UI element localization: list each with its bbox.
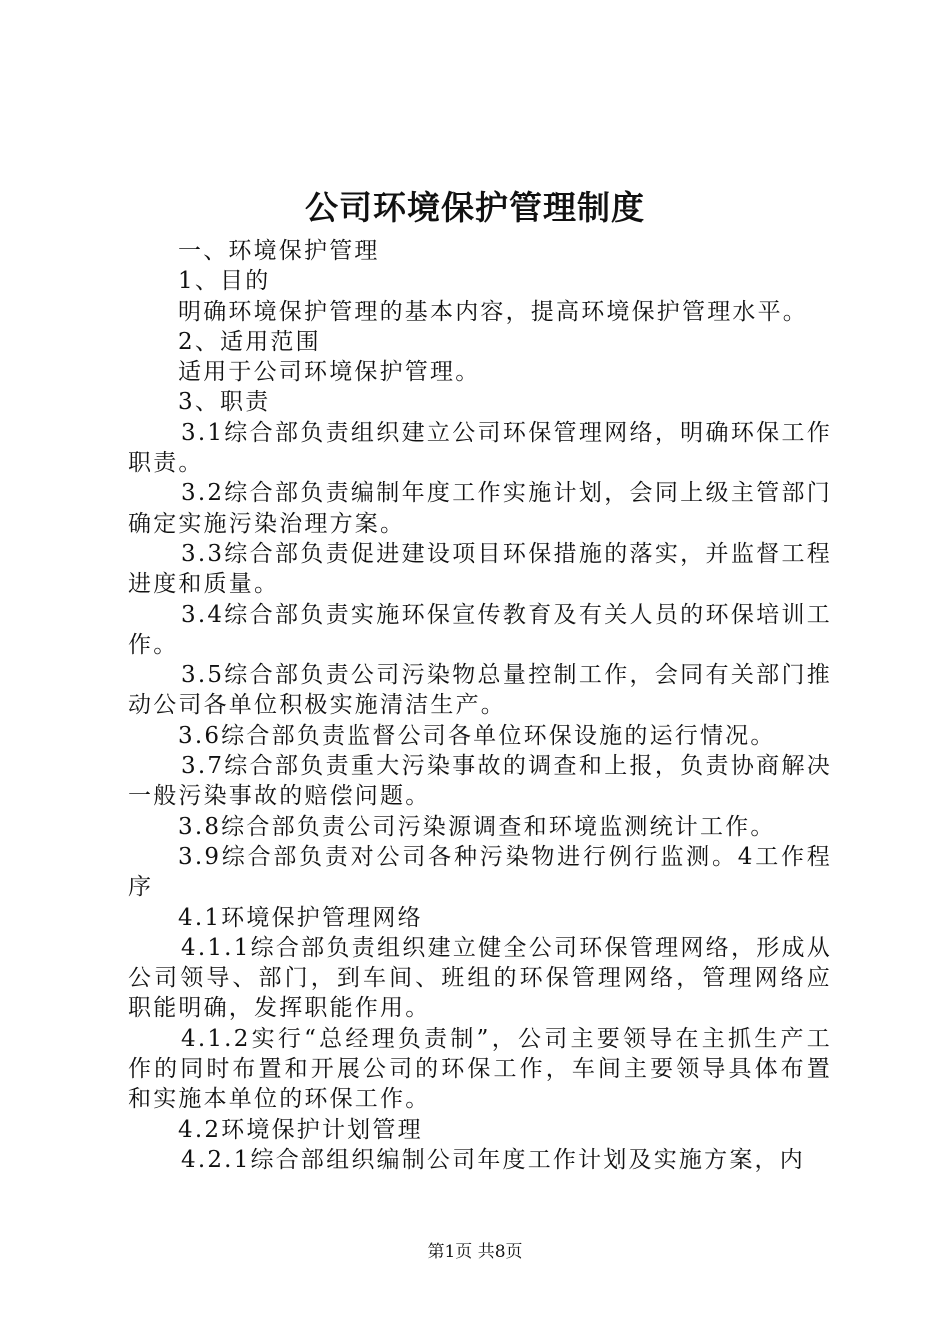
section-heading: 一、环境保护管理 <box>178 238 380 264</box>
subsection-heading: 1、目的 <box>178 268 271 295</box>
paragraph: 明确环境保护管理的基本内容，提高环境保护管理水平。 <box>178 298 808 325</box>
paragraph: 3.1综合部负责组织建立公司环保管理网络，明确环保工作职责。 <box>128 419 832 477</box>
subsection-heading: 3、职责 <box>178 389 271 416</box>
page-footer: 第1页 共8页 <box>427 1242 523 1262</box>
paragraph: 3.8综合部负责公司污染源调查和环境监测统计工作。 <box>178 813 776 840</box>
paragraph: 3.3综合部负责促进建设项目环保措施的落实，并监督工程进度和质量。 <box>128 540 832 598</box>
paragraph: 4.2.1综合部组织编制公司年度工作计划及实施方案，内 <box>181 1146 805 1173</box>
paragraph: 4.1.1综合部负责组织建立健全公司环保管理网络，形成从公司领导、部门，到车间、班组的环保管理网络，管理网络应职能明确，发挥职能作用。 <box>128 934 832 1022</box>
paragraph: 3.5综合部负责公司污染物总量控制工作，会同有关部门推动公司各单位积极实施清洁生产。 <box>128 662 832 719</box>
subsection-heading: 4.1环境保护管理网络 <box>178 904 423 931</box>
subsection-heading: 2、适用范围 <box>178 328 321 355</box>
subsection-heading: 4.2环境保护计划管理 <box>178 1116 423 1143</box>
paragraph: 3.7综合部负责重大污染事故的调查和上报，负责协商解决一般污染事故的赔偿问题。 <box>128 753 832 810</box>
document-body <box>128 236 832 1175</box>
paragraph: 3.2综合部负责编制年度工作实施计划，会同上级主管部门确定实施污染治理方案。 <box>128 480 832 537</box>
paragraph: 3.6综合部负责监督公司各单位环保设施的运行情况。 <box>178 722 776 749</box>
paragraph: 3.4综合部负责实施环保宣传教育及有关人员的环保培训工作。 <box>128 601 832 658</box>
paragraph: 3.9综合部负责对公司各种污染物进行例行监测。4工作程序 <box>128 843 832 901</box>
document-title: 公司环境保护管理制度 <box>305 188 645 227</box>
paragraph: 4.1.2实行“总经理负责制”，公司主要领导在主抓生产工作的同时布置和开展公司的环保工作，车间主要领导具体布置和实施本单位的环保工作。 <box>128 1025 832 1113</box>
paragraph: 适用于公司环境保护管理。 <box>178 359 481 386</box>
